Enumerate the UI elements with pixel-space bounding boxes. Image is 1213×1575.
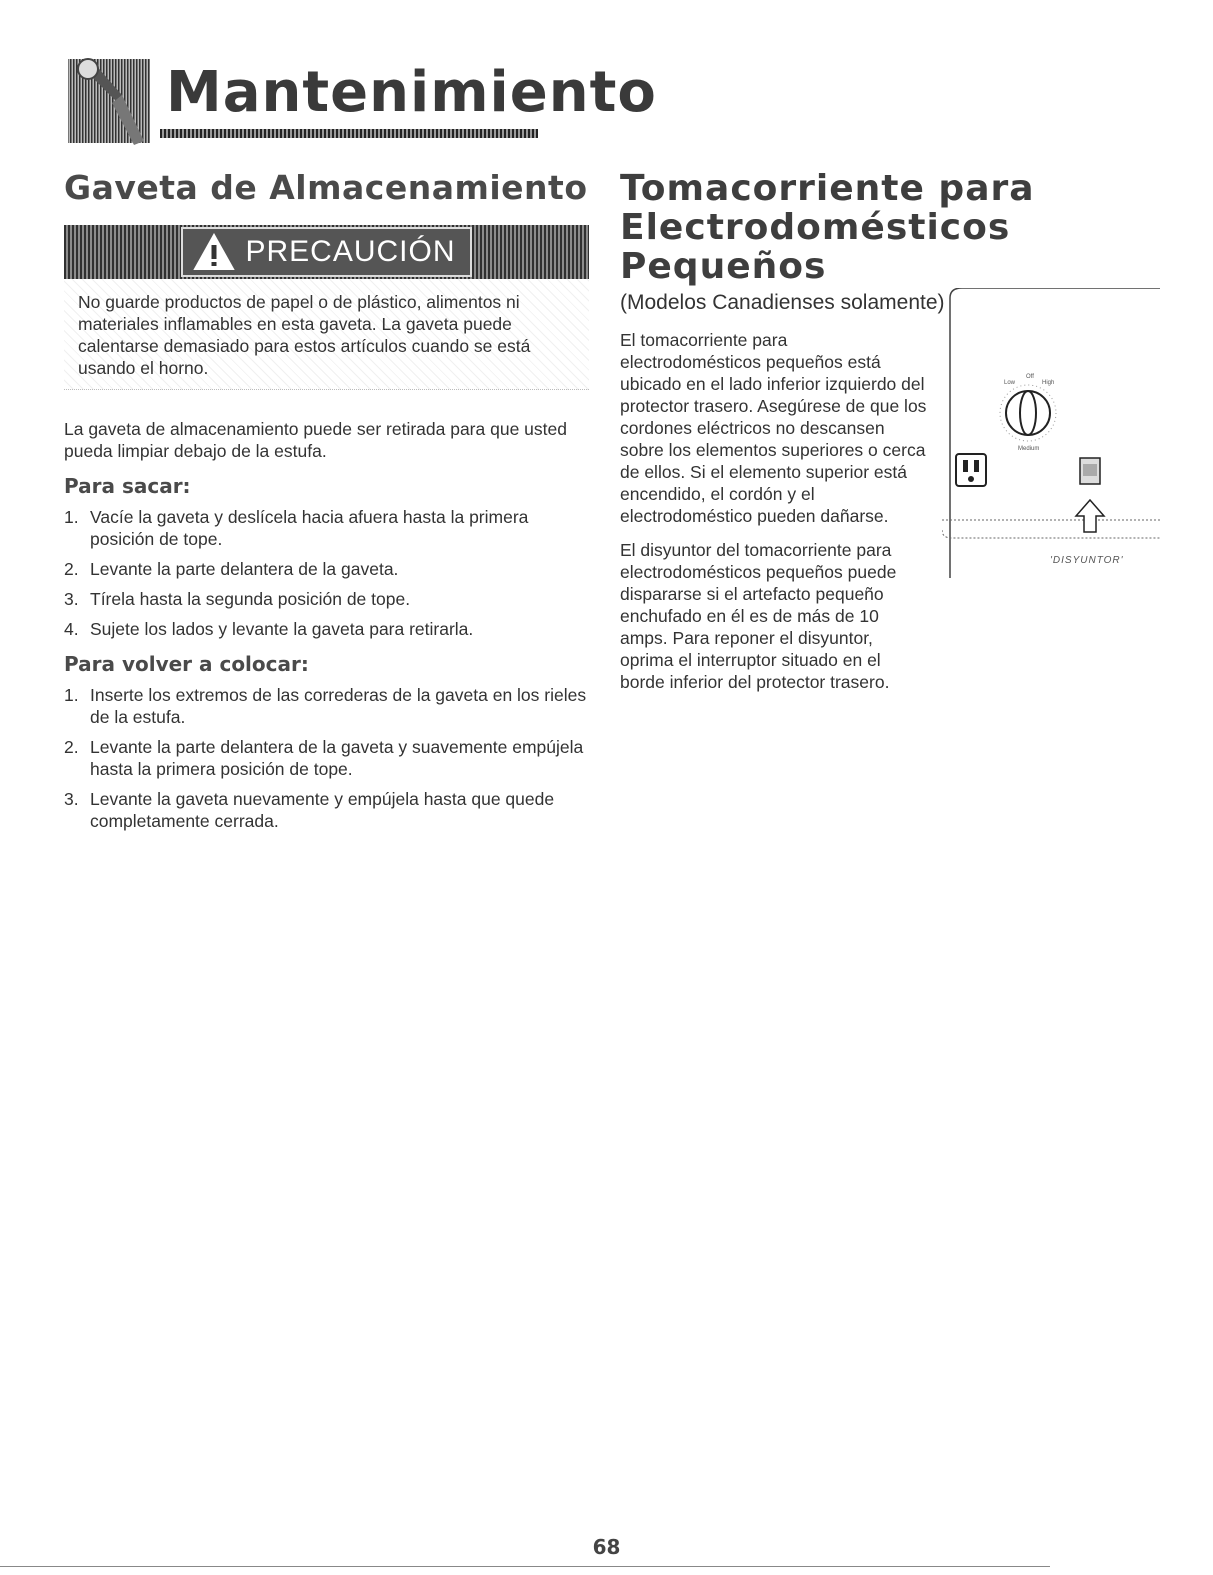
- tools-icon: [64, 55, 154, 147]
- appliance-outlet-section: [620, 170, 1160, 705]
- breaker-switch-icon: [1080, 458, 1100, 484]
- list-item: 1. Vacíe la gaveta y deslícela hacia afuera hasta la primera posición de tope.: [64, 506, 529, 549]
- backguard-bottom: [942, 530, 1160, 538]
- arrow-up-icon: [1076, 500, 1104, 532]
- storage-drawer-title: Gaveta de Almacenamiento: [64, 168, 588, 207]
- list-item: 3. Levante la gaveta nuevamente y empújela hasta que quede completamente cerrada.: [64, 788, 555, 831]
- outlet-paragraph-1: El tomacorriente para electrodomésticos pequeños está ubicado en el lado inferior izquierdo del protector trasero. Asegúrese de que los cordones eléctricos no descansen sobre los elementos superiores o cerca de ellos. Si el elemento superior está encendido, el cordón y el electrodoméstico pueden dañarse.: [620, 329, 927, 526]
- list-item: 2. Levante la parte delantera de la gaveta y suavemente empújela hasta la primera posición de tope.: [64, 736, 584, 779]
- outlet-subtitle: (Modelos Canadienses solamente): [620, 290, 945, 314]
- warning-icon: [193, 233, 235, 271]
- dial-label-low: Low: [1004, 380, 1016, 386]
- dial-label-high: High: [1042, 380, 1055, 386]
- page-header: [64, 55, 657, 155]
- caution-banner: [64, 225, 589, 279]
- outlet-title-line1: Tomacorriente para: [620, 168, 1035, 209]
- list-item: 2. Levante la parte delantera de la gaveta.: [64, 558, 399, 579]
- outlet-paragraph-2: El disyuntor del tomacorriente para electrodomésticos pequeños puede dispararse si el artefacto pequeño enchufado en él es de más de 10 amps. Para reponer el disyuntor, oprima el interruptor situado en el borde inferior del protector trasero.: [620, 539, 897, 692]
- outlet-illustration: [942, 288, 1160, 578]
- list-item: 4. Sujete los lados y levante la gaveta para retirarla.: [64, 618, 474, 639]
- footer-rule: [0, 1566, 1050, 1567]
- page-title: Mantenimiento: [166, 60, 657, 125]
- replace-heading: Para volver a colocar:: [64, 651, 309, 676]
- list-item: 1. Inserte los extremos de las correderas de la gaveta en los rieles de la estufa.: [64, 684, 587, 727]
- backguard-outline: [950, 288, 1160, 578]
- dial-label-medium: Medium: [1018, 446, 1040, 452]
- page-number: 68: [592, 1535, 621, 1559]
- control-knob-icon: [1000, 385, 1056, 441]
- outlet-text: [620, 329, 930, 705]
- caution-text: No guarde productos de papel o de plástico, alimentos ni materiales inflamables en esta gaveta. La gaveta puede calentarse demasiado para estos artículos cuando se está usando el horno.: [78, 291, 531, 378]
- remove-steps: [64, 506, 594, 640]
- outlet-title-line2: Electrodomésticos Pequeños: [620, 206, 1011, 287]
- caution-label-box: [181, 227, 471, 277]
- header-rule: [160, 129, 538, 138]
- drawer-intro-text: La gaveta de almacenamiento puede ser retirada para que usted pueda limpiar debajo de la estufa.: [64, 418, 567, 461]
- breaker-caption: 'DISYUNTOR': [1050, 555, 1124, 566]
- remove-heading: Para sacar:: [64, 473, 191, 498]
- caution-label: PRECAUCIÓN: [245, 234, 456, 268]
- replace-steps: [64, 684, 594, 832]
- list-item: 3. Tírela hasta la segunda posición de tope.: [64, 588, 411, 609]
- outlet-icon: [956, 454, 986, 486]
- storage-drawer-section: [64, 170, 594, 840]
- dial-label-off: Off: [1026, 374, 1034, 380]
- caution-message-box: [64, 279, 589, 390]
